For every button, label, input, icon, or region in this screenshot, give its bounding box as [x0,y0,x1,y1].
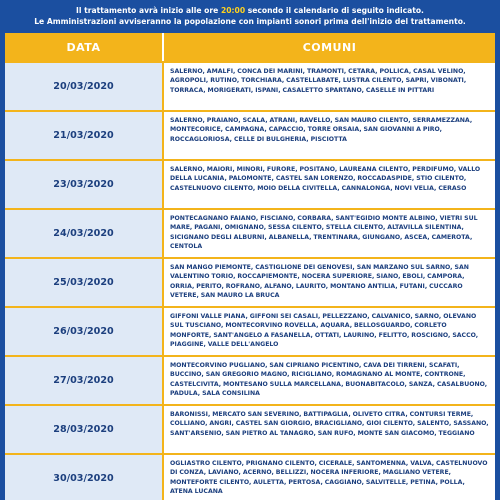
row-date: 24/03/2020 [5,210,164,257]
intro-line-1 [0,5,500,16]
row-date: 21/03/2020 [5,112,164,159]
table-row [5,355,495,404]
row-date: 28/03/2020 [5,406,164,453]
row-towns: GIFFONI VALLE PIANA, GIFFONI SEI CASALI, PELLEZZANO, CALVANICO, SARNO, OLEVANO SUL TUSCIANO, MONTECORVINO ROVELLA, AQUARA, BELLOSGUARDO, CORLETO MONFORTE, SANT'ANGELO A FASANELLA, OTTATI, LAURINO, FELITTO, ROSCIGNO, SACCO, PIAGGINE, VALLE DELL'ANGELO [164,308,495,355]
table-row [5,453,495,500]
intro-line-1-end: secondo il calendario di seguito indicato. [245,6,424,15]
intro-notice [0,0,500,32]
row-date: 30/03/2020 [5,455,164,500]
table-header [5,33,495,61]
table-body [5,61,495,500]
row-date: 23/03/2020 [5,161,164,208]
intro-line-2: Le Amministrazioni avviseranno la popolazione con impianti sonori prima dell'inizio del trattamento. [34,17,466,26]
start-time: 20:00 [220,6,246,15]
row-towns: MONTECORVINO PUGLIANO, SAN CIPRIANO PICENTINO, CAVA DEI TIRRENI, SCAFATI, BUCCINO, SAN GREGORIO MAGNO, RICIGLIANO, ROMAGNANO AL MONTE, CONTRONE, CASTELCIVITA, MONTESANO SULLA MARCELLANA, BUONABITACOLO, SANZA, CASALBUONO, PADULA, SALA CONSILINA [164,357,495,404]
row-date: 20/03/2020 [5,63,164,110]
row-towns: OGLIASTRO CILENTO, PRIGNANO CILENTO, CICERALE, SANTOMENNA, VALVA, CASTELNUOVO DI CONZA, LAVIANO, ACERNO, BELLIZZI, NOCERA INFERIORE, MAGLIANO VETERE, MONTEFORTE CILENTO, AULETTA, PERTOSA, CAGGIANO, SALVITELLE, PETINA, POLLA, ATENA LUCANA [164,455,495,500]
header-date: DATA [5,33,164,61]
intro-line-1-start: Il trattamento avrà inizio alle ore [76,6,221,15]
row-date: 26/03/2020 [5,308,164,355]
table-row [5,208,495,257]
table-row [5,306,495,355]
row-towns: PONTECAGNANO FAIANO, FISCIANO, CORBARA, SANT'EGIDIO MONTE ALBINO, VIETRI SUL MARE, PAGANI, OMIGNANO, SESSA CILENTO, STELLA CILENTO, ALTAVILLA SILENTINA, SICIGNANO DEGLI ALBURNI, ALBANELLA, TRENTINARA, GIUNGANO, ASCEA, CAMEROTA, CENTOLA [164,210,495,257]
row-towns: SALERNO, AMALFI, CONCA DEI MARINI, TRAMONTI, CETARA, POLLICA, CASAL VELINO, AGROPOLI, RUTINO, TORCHIARA, CASTELLABATE, LUSTRA CILENTO, SAPRI, VIBONATI, TORRACA, MORIGERATI, ISPANI, CASALETTO SPARTANO, CASELLE IN PITTARI [164,63,495,110]
row-towns: SAN MANGO PIEMONTE, CASTIGLIONE DEI GENOVESI, SAN MARZANO SUL SARNO, SAN VALENTINO TORIO, ROCCAPIEMONTE, NOCERA SUPERIORE, SIANO, EBOLI, CAMPORA, ORRIA, PERITO, ROFRANO, ALFANO, LAURITO, MONTANO ANTILIA, FUTANI, CUCCARO VETERE, SAN MAURO LA BRUCA [164,259,495,306]
table-row [5,404,495,453]
row-towns: BARONISSI, MERCATO SAN SEVERINO, BATTIPAGLIA, OLIVETO CITRA, CONTURSI TERME, COLLIANO, ANGRI, CASTEL SAN GIORGIO, BRACIGLIANO, GIOI CILENTO, SALENTO, SASSANO, SANT'ARSENIO, SAN PIETRO AL TANAGRO, SAN RUFO, MONTE SAN GIACOMO, TEGGIANO [164,406,495,453]
row-towns: SALERNO, PRAIANO, SCALA, ATRANI, RAVELLO, SAN MAURO CILENTO, SERRAMEZZANA, MONTECORICE, CAMPAGNA, CAPACCIO, TORRE ORSAIA, SAN GIOVANNI A PIRO, ROCCAGLORIOSA, CELLE DI BULGHERIA, PISCIOTTA [164,112,495,159]
row-date: 25/03/2020 [5,259,164,306]
row-towns: SALERNO, MAIORI, MINORI, FURORE, POSITANO, LAUREANA CILENTO, PERDIFUMO, VALLO DELLA LUCANIA, PALOMONTE, CASTEL SAN LORENZO, ROCCADASPIDE, STIO CILENTO, CASTELNUOVO CILENTO, MOIO DELLA CIVITELLA, CANNALONGA, NOVI VELIA, CERASO [164,161,495,208]
schedule-table [5,33,495,500]
table-row [5,257,495,306]
header-towns: COMUNI [302,40,357,54]
table-row [5,110,495,159]
row-date: 27/03/2020 [5,357,164,404]
table-row [5,61,495,110]
table-row [5,159,495,208]
